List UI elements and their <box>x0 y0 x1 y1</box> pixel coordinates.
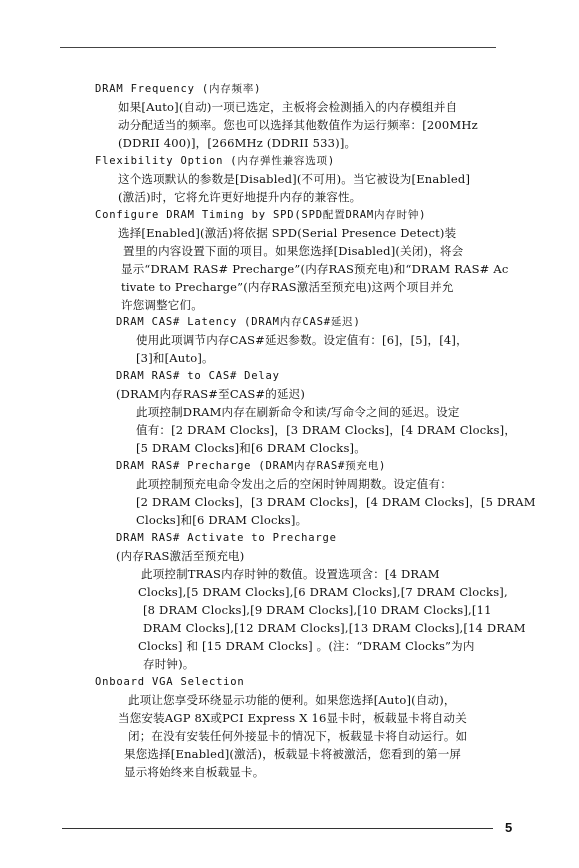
text-line: [5 DRAM Clocks]和[6 DRAM Clocks]。 <box>136 441 366 455</box>
header-rule <box>60 47 496 48</box>
text-line: 存时钟)。 <box>143 657 195 671</box>
text-line: 此项控制DRAM内存在刷新命令和读/写命令之间的延迟。设定 <box>136 405 460 419</box>
subheading-ras-activate-to-precharge: DRAM RAS# Activate to Precharge <box>116 532 337 544</box>
heading-onboard-vga-selection: Onboard VGA Selection <box>95 676 245 688</box>
text-line: 闭；在没有安装任何外接显卡的情况下，板载显卡将自动运行。如 <box>128 729 468 743</box>
text-line: 当您安装AGP 8X或PCI Express X 16显卡时，板载显卡将自动关 <box>118 711 467 725</box>
heading-configure-dram-timing: Configure DRAM Timing by SPD(SPD配置DRAM内存时钟) <box>95 209 427 221</box>
subheading-ras-precharge: DRAM RAS# Precharge (DRAM内存RAS#预充电) <box>116 460 387 472</box>
subheading-dram-cas-latency: DRAM CAS# Latency (DRAM内存CAS#延迟) <box>116 316 361 328</box>
text-line: Clocks] 和 [15 DRAM Clocks] 。(注：“DRAM Clocks”为内 <box>138 639 475 653</box>
text-line: Clocks]和[6 DRAM Clocks]。 <box>136 513 308 527</box>
subheading-ras-to-cas-delay-cn: (DRAM内存RAS#至CAS#的延迟) <box>116 387 306 401</box>
text-line: 显示“DRAM RAS# Precharge”(内存RAS预充电)和“DRAM RAS# Ac <box>121 262 509 276</box>
text-line: Clocks],[5 DRAM Clocks],[6 DRAM Clocks],[7 DRAM Clocks], <box>138 585 508 599</box>
heading-flexibility-option: Flexibility Option (内存弹性兼容选项) <box>95 155 335 167</box>
text-line: 这个选项默认的参数是[Disabled](不可用)。当它被设为[Enabled] <box>118 172 471 186</box>
text-line: 使用此项调节内存CAS#延迟参数。设定值有：[6]，[5]，[4]， <box>136 333 468 347</box>
heading-dram-frequency: DRAM Frequency (内存频率) <box>95 83 262 95</box>
text-line: 显示将始终来自板载显卡。 <box>124 765 265 779</box>
text-line: 选择[Enabled](激活)将依据 SPD(Serial Presence Detect)装 <box>118 226 457 240</box>
text-line: 许您调整它们。 <box>121 298 203 312</box>
text-line: [2 DRAM Clocks]，[3 DRAM Clocks]，[4 DRAM Clocks]，[5 DRAM <box>136 495 536 509</box>
text-line: [3]和[Auto]。 <box>136 351 214 365</box>
subheading-ras-activate-to-precharge-cn: (内存RAS激活至预充电) <box>116 549 245 563</box>
text-line: (DDRII 400)]，[266MHz (DDRII 533)]。 <box>118 136 357 150</box>
text-line: 值有：[2 DRAM Clocks]，[3 DRAM Clocks]，[4 DRAM Clocks]， <box>136 423 517 437</box>
text-line: 置里的内容设置下面的项目。如果您选择[Disabled](关闭)，将会 <box>123 244 464 258</box>
subheading-ras-to-cas-delay: DRAM RAS# to CAS# Delay <box>116 370 280 382</box>
text-line: 果您选择[Enabled](激活)，板载显卡将被激活，您看到的第一屏 <box>124 747 462 761</box>
text-line: (激活)时，它将允许更好地提升内存的兼容性。 <box>118 190 362 204</box>
text-line: 如果[Auto](自动)一项已选定，主板将会检测插入的内存模组并自 <box>118 100 458 114</box>
text-line: DRAM Clocks],[12 DRAM Clocks],[13 DRAM Clocks],[14 DRAM <box>143 621 526 635</box>
text-line: [8 DRAM Clocks],[9 DRAM Clocks],[10 DRAM Clocks],[11 <box>143 603 492 617</box>
footer-rule <box>62 828 493 829</box>
text-line: tivate to Precharge”(内存RAS激活至预充电)这两个项目并允 <box>121 280 454 294</box>
text-line: 此项控制TRAS内存时钟的数值。设置选项含：[4 DRAM <box>141 567 440 581</box>
text-line: 此项控制预充电命令发出之后的空闲时钟周期数。设定值有： <box>136 477 452 491</box>
text-line: 此项让您享受环绕显示功能的便利。如果您选择[Auto](自动)， <box>128 693 456 707</box>
page-number: 5 <box>505 820 513 835</box>
text-line: 动分配适当的频率。您也可以选择其他数值作为运行频率：[200MHz <box>118 118 478 132</box>
